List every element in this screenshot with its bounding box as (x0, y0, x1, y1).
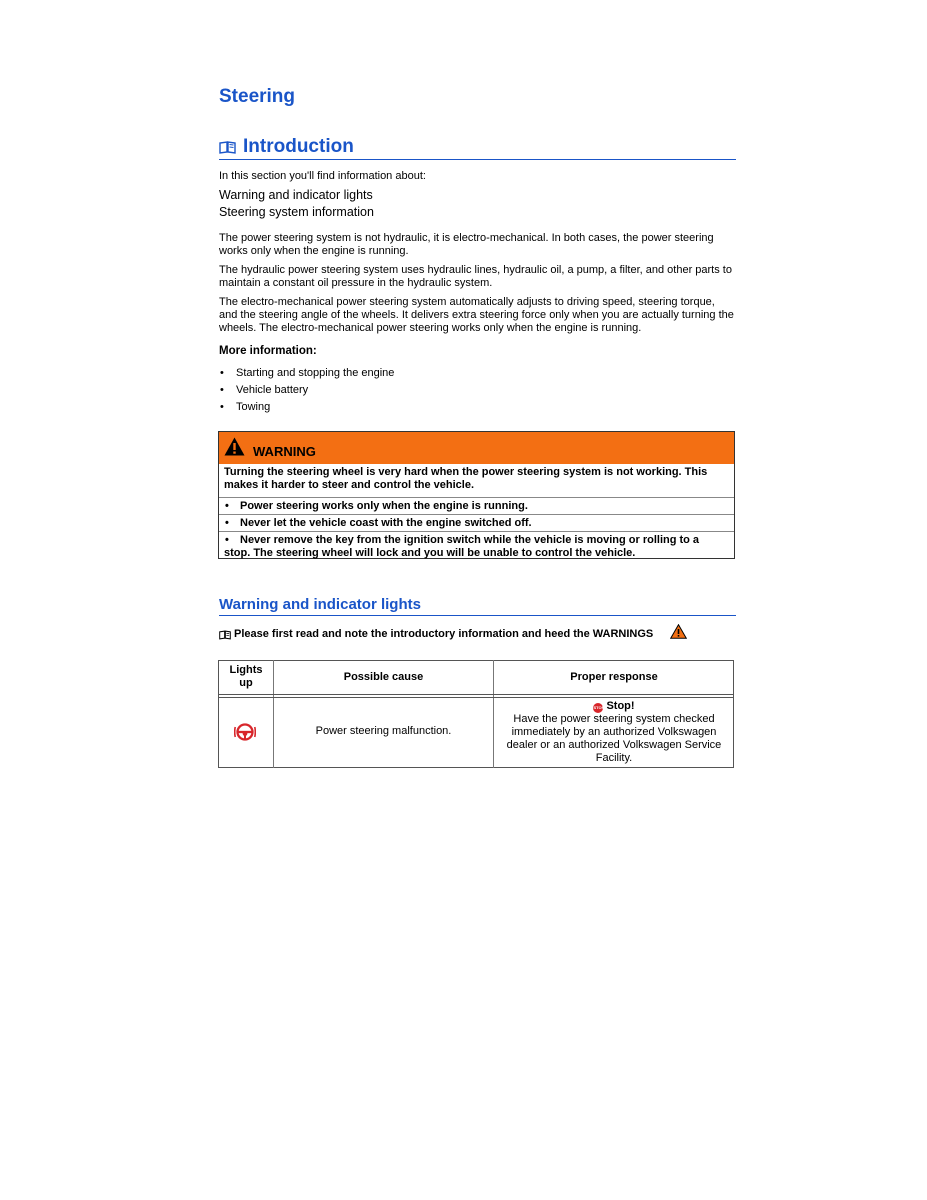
warning-triangle-icon (224, 437, 245, 456)
bullet-icon: • (225, 534, 229, 546)
intro-lead: In this section you'll find information about: (219, 170, 426, 182)
more-information-list (219, 365, 394, 416)
warning-item-text: Never let the vehicle coast with the engine switched off. (240, 517, 532, 529)
warning-intro-text: Turning the steering wheel is very hard when the power steering system is not working. This makes it harder to steer and control the vehicle. (224, 466, 708, 491)
indicator-lights-table (218, 660, 734, 768)
cause-cell: Power steering malfunction. (315, 725, 452, 737)
intro-note-text: Please first read and note the introductory information and heed the WARNINGS (234, 628, 654, 640)
warning-lights-heading (219, 596, 736, 616)
more-information-label: More information: (219, 345, 317, 357)
stop-icon: STOP (593, 703, 603, 713)
topic-link-steering-info[interactable]: Steering system information (219, 205, 374, 219)
intro-paragraph: The electro-mechanical power steering system automatically adjusts to driving speed, steering torque, and the steering angle of the wheels. It delivers extra steering force only when you are actually turning the wheels. The electro-mechanical power steering works only when the engine is running. (219, 296, 734, 334)
warning-item-text: Power steering works only when the engine is running. (240, 500, 528, 512)
intro-paragraph: The power steering system is not hydraulic, it is electro-mechanical. In both cases, the power steering works only when the engine is running. (219, 232, 714, 257)
more-info-link-vehicle-battery[interactable]: • Vehicle battery (219, 382, 394, 399)
table-header-proper-response: Proper response (570, 671, 658, 683)
introduction-heading (219, 134, 736, 160)
table-header-possible-cause: Possible cause (343, 671, 424, 683)
topic-link-warning-lights[interactable]: Warning and indicator lights (219, 188, 373, 202)
book-icon (219, 630, 231, 640)
more-info-link-starting-engine[interactable]: • Starting and stopping the engine (219, 365, 394, 382)
table-header-lights-up: Lights up (229, 664, 263, 689)
intro-paragraph: The hydraulic power steering system uses hydraulic lines, hydraulic oil, a pump, a filter, and other parts to maintain a constant oil pressure in the hydraulic system. (219, 264, 732, 289)
warning-label: WARNING (253, 444, 316, 459)
steering-warning-light-icon (234, 720, 256, 742)
response-cell: Have the power steering system checked immediately by an authorized Volkswagen dealer or an authorized Volkswagen Service Facility. (506, 713, 722, 764)
warning-item (219, 497, 734, 514)
warning-triangle-icon (670, 624, 687, 639)
warning-item (219, 514, 734, 531)
page-title: Steering (219, 86, 296, 107)
book-icon (219, 141, 236, 154)
warning-lights-title: Warning and indicator lights (219, 596, 421, 613)
response-title: STOP Stop! (593, 700, 635, 712)
warning-intro-row (219, 465, 734, 495)
warning-item (219, 531, 734, 558)
warning-header (219, 432, 734, 464)
more-info-link-towing[interactable]: • Towing (219, 399, 394, 416)
warning-box (218, 431, 735, 559)
warning-item-text: Never remove the key from the ignition switch while the vehicle is moving or rolling to a stop. The steering wheel will lock and you will be unable to control the vehicle. (224, 534, 700, 559)
bullet-icon: • (225, 517, 229, 529)
introduction-title: Introduction (243, 136, 354, 157)
bullet-icon: • (225, 500, 229, 512)
